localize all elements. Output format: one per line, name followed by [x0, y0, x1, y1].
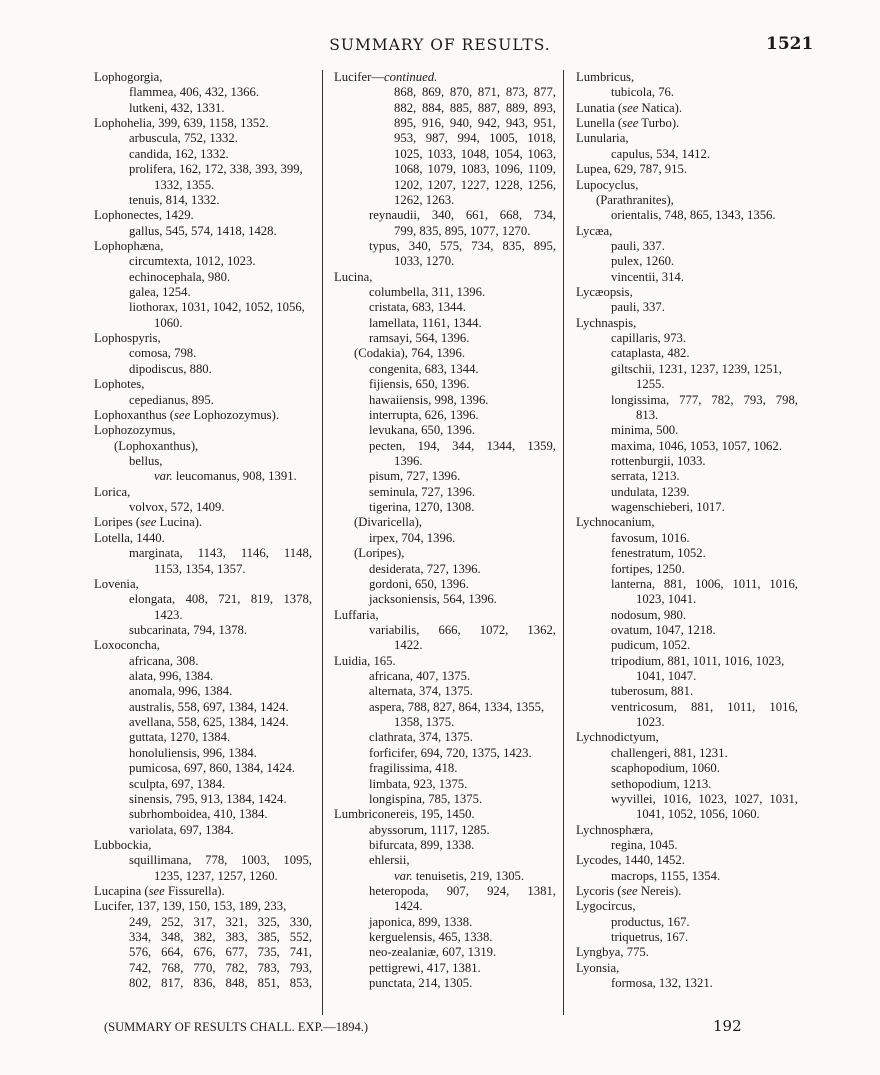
- index-entry: (Loripes),: [354, 546, 405, 561]
- index-entry: dipodiscus, 880.: [129, 361, 212, 376]
- index-entry: interrupta, 626, 1396.: [369, 407, 479, 422]
- index-entry: seminula, 727, 1396.: [369, 484, 476, 499]
- index-entry: 1424.: [394, 899, 423, 914]
- index-entry: capulus, 534, 1412.: [611, 146, 711, 161]
- index-heading: Lophospyris,: [94, 331, 161, 346]
- index-heading: Lunatia (see Natica).: [576, 100, 683, 115]
- index-entry: variolata, 697, 1384.: [129, 822, 234, 837]
- index-entry: 1041, 1052, 1056, 1060.: [636, 807, 760, 822]
- index-entry: sinensis, 795, 913, 1384, 1424.: [129, 791, 287, 806]
- index-entry: 1422.: [394, 638, 423, 653]
- index-entry: flammea, 406, 432, 1366.: [129, 85, 260, 100]
- index-entry: cataplasta, 482.: [611, 346, 690, 361]
- index-entry: aspera, 788, 827, 864, 1334, 1355,: [369, 699, 545, 714]
- index-entry: 742, 768, 770, 782, 783, 793,: [129, 960, 312, 975]
- index-entry: liothorax, 1031, 1042, 1052, 1056,: [129, 300, 305, 315]
- index-entry: avellana, 558, 625, 1384, 1424.: [129, 715, 289, 730]
- index-heading: Lyngbya, 775.: [576, 945, 649, 960]
- index-entry: 1262, 1263.: [394, 192, 455, 207]
- index-entry: triquetrus, 167.: [611, 930, 689, 945]
- index-entry: (Divaricella),: [354, 515, 422, 530]
- index-entry: 249, 252, 317, 321, 325, 330,: [129, 914, 312, 929]
- index-entry: fortipes, 1250.: [611, 561, 685, 576]
- index-heading: Lucifer—continued.: [334, 70, 438, 84]
- index-column-1: [94, 70, 312, 992]
- index-entry: ventricosum, 881, 1011, 1016,: [611, 699, 798, 714]
- index-entry: circumtexta, 1012, 1023.: [129, 254, 256, 269]
- index-entry: 1423.: [154, 607, 183, 622]
- index-entry: candida, 162, 1332.: [129, 146, 229, 161]
- index-entry: alternata, 374, 1375.: [369, 684, 473, 699]
- index-entry: wagenschieberi, 1017.: [611, 500, 725, 515]
- index-heading: Lyonsia,: [576, 960, 620, 975]
- index-heading: Lycoris (see Nereis).: [576, 884, 682, 899]
- index-entry: comosa, 798.: [129, 346, 197, 361]
- index-entry: gordoni, 650, 1396.: [369, 576, 469, 591]
- index-entry: lutkeni, 432, 1331.: [129, 100, 225, 115]
- index-entry: minima, 500.: [611, 423, 679, 438]
- index-entry: serrata, 1213.: [611, 469, 680, 484]
- index-entry: prolifera, 162, 172, 338, 393, 399,: [129, 162, 303, 177]
- index-entry: giltschii, 1231, 1237, 1239, 1251,: [611, 361, 782, 376]
- index-heading: Lychnocanium,: [576, 515, 655, 530]
- index-entry: levukana, 650, 1396.: [369, 423, 476, 438]
- index-entry: 1202, 1207, 1227, 1228, 1256,: [394, 177, 556, 192]
- index-heading: Lychnodictyum,: [576, 730, 659, 745]
- index-entry: 1255.: [636, 377, 665, 392]
- index-entry: lamellata, 1161, 1344.: [369, 315, 482, 330]
- index-heading: Lophotes,: [94, 377, 145, 392]
- index-heading: Lubbockia,: [94, 837, 152, 852]
- index-entry: africana, 407, 1375.: [369, 669, 471, 684]
- index-heading: Lucifer, 137, 139, 150, 153, 189, 233,: [94, 899, 287, 914]
- page-title: SUMMARY OF RESULTS.: [329, 36, 551, 54]
- index-entry: africana, 308.: [129, 653, 199, 668]
- index-heading: Lorica,: [94, 484, 131, 499]
- index-entry: (Lophoxanthus),: [114, 438, 199, 453]
- index-entry: tripodium, 881, 1011, 1016, 1023,: [611, 653, 785, 668]
- index-entry: pauli, 337.: [611, 300, 665, 315]
- index-heading: Lucina,: [334, 269, 373, 284]
- index-entry: capillaris, 973.: [611, 331, 687, 346]
- index-entry: abyssorum, 1117, 1285.: [369, 822, 490, 837]
- index-entry: favosum, 1016.: [611, 530, 690, 545]
- index-entry: fragilissima, 418.: [369, 761, 458, 776]
- column-divider: [322, 70, 323, 1015]
- index-entry: volvox, 572, 1409.: [129, 500, 225, 515]
- index-entry: var. tenuisetis, 219, 1305.: [394, 868, 525, 883]
- index-entry: 1023.: [636, 715, 665, 730]
- index-entry: forficifer, 694, 720, 1375, 1423.: [369, 745, 532, 760]
- index-entry: variabilis, 666, 1072, 1362,: [369, 622, 556, 637]
- index-entry: 334, 348, 382, 383, 385, 552,: [129, 930, 312, 945]
- index-heading: Loxoconcha,: [94, 638, 160, 653]
- index-entry: 953, 987, 994, 1005, 1018,: [394, 131, 556, 146]
- index-entry: bifurcata, 899, 1338.: [369, 837, 475, 852]
- index-entry: scaphopodium, 1060.: [611, 761, 720, 776]
- index-heading: Lunella (see Turbo).: [576, 116, 680, 131]
- footer-signature-number: 192: [713, 1017, 742, 1035]
- index-heading: Lophogorgia,: [94, 70, 163, 84]
- index-entry: (Codakia), 764, 1396.: [354, 346, 465, 361]
- index-entry: 1396.: [394, 453, 423, 468]
- index-entry: 1153, 1354, 1357.: [154, 561, 246, 576]
- index-heading: Lychnosphæra,: [576, 822, 654, 837]
- index-entry: marginata, 1143, 1146, 1148,: [129, 546, 312, 561]
- index-entry: cepedianus, 895.: [129, 392, 214, 407]
- column-divider: [563, 70, 564, 1015]
- index-entry: kerguelensis, 465, 1338.: [369, 930, 493, 945]
- index-entry: alata, 996, 1384.: [129, 669, 214, 684]
- index-entry: 1025, 1033, 1048, 1054, 1063,: [394, 146, 556, 161]
- index-entry: echinocephala, 980.: [129, 269, 231, 284]
- index-entry: tenuis, 814, 1332.: [129, 192, 220, 207]
- index-entry: honoluliensis, 996, 1384.: [129, 745, 257, 760]
- index-entry: 1023, 1041.: [636, 592, 697, 607]
- index-heading: Lovenia,: [94, 576, 139, 591]
- index-entry: cristata, 683, 1344.: [369, 300, 466, 315]
- index-entry: sculpta, 697, 1384.: [129, 776, 226, 791]
- index-entry: formosa, 132, 1321.: [611, 976, 713, 991]
- index-entry: macrops, 1155, 1354.: [611, 868, 721, 883]
- index-entry: wyvillei, 1016, 1023, 1027, 1031,: [611, 791, 798, 806]
- index-entry: fijiensis, 650, 1396.: [369, 377, 470, 392]
- index-heading: Lupocyclus,: [576, 177, 639, 192]
- index-entry: 1068, 1079, 1083, 1096, 1109,: [394, 162, 556, 177]
- index-entry: tubicola, 76.: [611, 85, 675, 100]
- index-heading: Lycodes, 1440, 1452.: [576, 853, 685, 868]
- index-column-3: [576, 70, 798, 992]
- index-entry: squillimana, 778, 1003, 1095,: [129, 853, 312, 868]
- index-entry: 1332, 1355.: [154, 177, 215, 192]
- index-heading: Lophozozymus,: [94, 423, 176, 438]
- index-entry: arbuscula, 752, 1332.: [129, 131, 238, 146]
- index-entry: irpex, 704, 1396.: [369, 530, 456, 545]
- index-entry: nodosum, 980.: [611, 607, 687, 622]
- index-entry: guttata, 1270, 1384.: [129, 730, 231, 745]
- footer-signature-note: (SUMMARY OF RESULTS CHALL. EXP.—1894.): [104, 1020, 369, 1034]
- index-entry: columbella, 311, 1396.: [369, 285, 486, 300]
- index-heading: Luffaria,: [334, 607, 379, 622]
- index-entry: 868, 869, 870, 871, 873, 877,: [394, 85, 556, 100]
- index-entry: limbata, 923, 1375.: [369, 776, 468, 791]
- index-entry: galea, 1254.: [129, 285, 191, 300]
- index-heading: Lophoxanthus (see Lophozozymus).: [94, 407, 279, 422]
- page-number: 1521: [766, 34, 814, 54]
- index-entry: elongata, 408, 721, 819, 1378,: [129, 592, 312, 607]
- index-column-2: [334, 70, 556, 992]
- index-entry: pudicum, 1052.: [611, 638, 691, 653]
- index-entry: tuberosum, 881.: [611, 684, 694, 699]
- index-entry: gallus, 545, 574, 1418, 1428.: [129, 223, 277, 238]
- index-entry: sethopodium, 1213.: [611, 776, 712, 791]
- index-entry: tigerina, 1270, 1308.: [369, 500, 475, 515]
- index-entry: subrhomboidea, 410, 1384.: [129, 807, 268, 822]
- index-entry: 813.: [636, 407, 659, 422]
- index-entry: heteropoda, 907, 924, 1381,: [369, 884, 556, 899]
- index-heading: Lychnaspis,: [576, 315, 637, 330]
- index-entry: 802, 817, 836, 848, 851, 853,: [129, 976, 312, 991]
- index-entry: clathrata, 374, 1375.: [369, 730, 473, 745]
- index-entry: bellus,: [129, 453, 163, 468]
- index-heading: Lygocircus,: [576, 899, 636, 914]
- index-entry: productus, 167.: [611, 914, 690, 929]
- index-entry: australis, 558, 697, 1384, 1424.: [129, 699, 289, 714]
- index-entry: 1235, 1237, 1257, 1260.: [154, 868, 278, 883]
- index-entry: 1041, 1047.: [636, 669, 697, 684]
- index-heading: Lumbricus,: [576, 70, 635, 84]
- index-entry: hawaiiensis, 998, 1396.: [369, 392, 489, 407]
- index-entry: pumicosa, 697, 860, 1384, 1424.: [129, 761, 295, 776]
- index-heading: Lupea, 629, 787, 915.: [576, 162, 687, 177]
- index-heading: Lophonectes, 1429.: [94, 208, 194, 223]
- index-entry: maxima, 1046, 1053, 1057, 1062.: [611, 438, 782, 453]
- index-entry: pettigrewi, 417, 1381.: [369, 960, 481, 975]
- index-entry: pisum, 727, 1396.: [369, 469, 461, 484]
- index-entry: japonica, 899, 1338.: [369, 914, 473, 929]
- index-heading: Lycæa,: [576, 223, 613, 238]
- index-entry: undulata, 1239.: [611, 484, 690, 499]
- index-entry: reynaudii, 340, 661, 668, 734,: [369, 208, 556, 223]
- index-entry: lanterna, 881, 1006, 1011, 1016,: [611, 576, 798, 591]
- index-heading: Luidia, 165.: [334, 653, 396, 668]
- index-entry: ovatum, 1047, 1218.: [611, 622, 716, 637]
- index-entry: longispina, 785, 1375.: [369, 791, 483, 806]
- index-entry: 799, 835, 895, 1077, 1270.: [394, 223, 531, 238]
- index-entry: desiderata, 727, 1396.: [369, 561, 481, 576]
- index-heading: Lophophæna,: [94, 238, 164, 253]
- index-entry: 1060.: [154, 315, 183, 330]
- index-heading: Lunularia,: [576, 131, 629, 146]
- index-entry: pauli, 337.: [611, 238, 665, 253]
- index-entry: ehlersii,: [369, 853, 410, 868]
- index-entry: 1358, 1375.: [394, 715, 455, 730]
- index-entry: neo-zealaniæ, 607, 1319.: [369, 945, 497, 960]
- index-heading: Lumbriconereis, 195, 1450.: [334, 807, 475, 822]
- index-entry: anomala, 996, 1384.: [129, 684, 233, 699]
- index-heading: Lucapina (see Fissurella).: [94, 884, 225, 899]
- index-entry: subcarinata, 794, 1378.: [129, 622, 248, 637]
- index-entry: pulex, 1260.: [611, 254, 675, 269]
- index-entry: (Parathranites),: [596, 192, 674, 207]
- index-entry: orientalis, 748, 865, 1343, 1356.: [611, 208, 776, 223]
- index-entry: typus, 340, 575, 734, 835, 895,: [369, 238, 556, 253]
- index-entry: challengeri, 881, 1231.: [611, 745, 728, 760]
- index-heading: Lotella, 1440.: [94, 530, 165, 545]
- index-entry: 895, 916, 940, 942, 943, 951,: [394, 116, 556, 131]
- index-entry: pecten, 194, 344, 1344, 1359,: [369, 438, 556, 453]
- index-entry: 1033, 1270.: [394, 254, 455, 269]
- index-entry: regina, 1045.: [611, 837, 678, 852]
- index-entry: ramsayi, 564, 1396.: [369, 331, 470, 346]
- index-entry: punctata, 214, 1305.: [369, 976, 473, 991]
- index-entry: 576, 664, 676, 677, 735, 741,: [129, 945, 312, 960]
- index-heading: Loripes (see Lucina).: [94, 515, 203, 530]
- index-entry: fenestratum, 1052.: [611, 546, 706, 561]
- index-heading: Lycæopsis,: [576, 285, 633, 300]
- index-entry: jacksoniensis, 564, 1396.: [369, 592, 497, 607]
- index-entry: longissima, 777, 782, 793, 798,: [611, 392, 798, 407]
- index-entry: 882, 884, 885, 887, 889, 893,: [394, 100, 556, 115]
- index-entry: rottenburgii, 1033.: [611, 453, 706, 468]
- index-entry: var. leucomanus, 908, 1391.: [154, 469, 297, 484]
- index-entry: vincentii, 314.: [611, 269, 684, 284]
- index-entry: congenita, 683, 1344.: [369, 361, 479, 376]
- index-heading: Lophohelia, 399, 639, 1158, 1352.: [94, 116, 269, 131]
